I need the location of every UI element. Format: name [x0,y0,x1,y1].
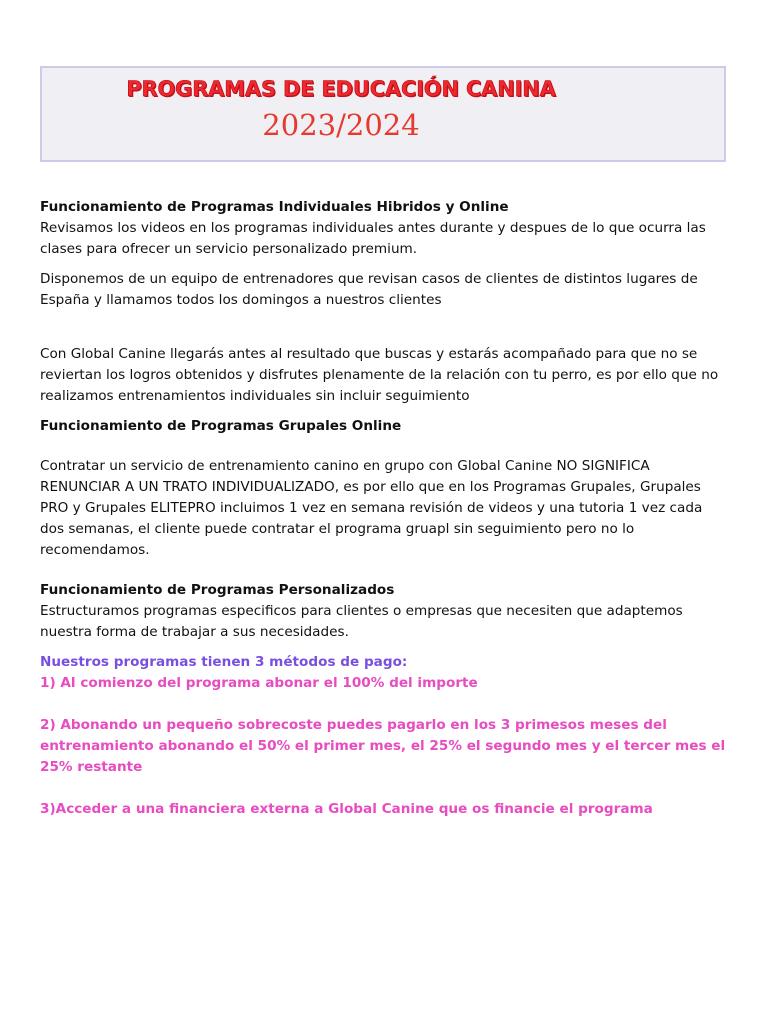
section-heading-personalizados: Funcionamiento de Programas Personalizados [40,582,395,598]
header-box [40,66,726,162]
payment-method-3: 3)Acceder a una financiera externa a Global Canine que os financie el programa [40,801,653,817]
section-heading-grupales: Funcionamiento de Programas Grupales Online [40,418,402,434]
paragraph-personalizados-1: Estructuramos programas especificos para clientes o empresas que necesiten que adaptemos nuestra forma de trabajar a sus necesidades. [40,603,683,640]
section-heading-individual: Funcionamiento de Programas Individuales Hibridos y Online [40,199,509,215]
payment-method-2: 2) Abonando un pequeño sobrecoste puedes pagarlo en los 3 primesos meses del entrenamiento abonando el 50% el primer mes, el 25% el segundo mes y el tercer mes el 25% restante [40,717,726,775]
document-body [40,197,730,820]
payment-method-1: 1) Al comienzo del programa abonar el 100% del importe [40,675,478,691]
page-title: PROGRAMAS DE EDUCACIÓN CANINA [126,77,556,101]
paragraph-individual-2: Disponemos de un equipo de entrenadores que revisan casos de clientes de distintos lugares de España y llamamos todos los domingos a nuestros clientes [40,271,698,308]
paragraph-individual-1: Revisamos los videos en los programas individuales antes durante y despues de lo que ocurra las clases para ofrecer un servicio personalizado premium. [40,220,706,257]
paragraph-individual-3: Con Global Canine llegarás antes al resultado que buscas y estarás acompañado para que no se reviertan los logros obtenidos y disfrutes plenamente de la relación con tu perro, es por ello que no realizamos entrenamientos individuales sin incluir seguimiento [40,346,719,404]
payment-intro: Nuestros programas tienen 3 métodos de pago: [40,654,408,670]
paragraph-grupales-1: Contratar un servicio de entrenamiento canino en grupo con Global Canine NO SIGNIFICA RENUNCIAR A UN TRATO INDIVIDUALIZADO, es por ello que en los Programas Grupales, Grupales PRO y Grupales ELITEPRO incluimos 1 vez en semana revisión de videos y una tutoria 1 vez cada dos semanas, el cliente puede contratar el programa gruapl sin seguimiento pero no lo recomendamos. [40,458,703,558]
page-year: 2023/2024 [262,108,420,142]
